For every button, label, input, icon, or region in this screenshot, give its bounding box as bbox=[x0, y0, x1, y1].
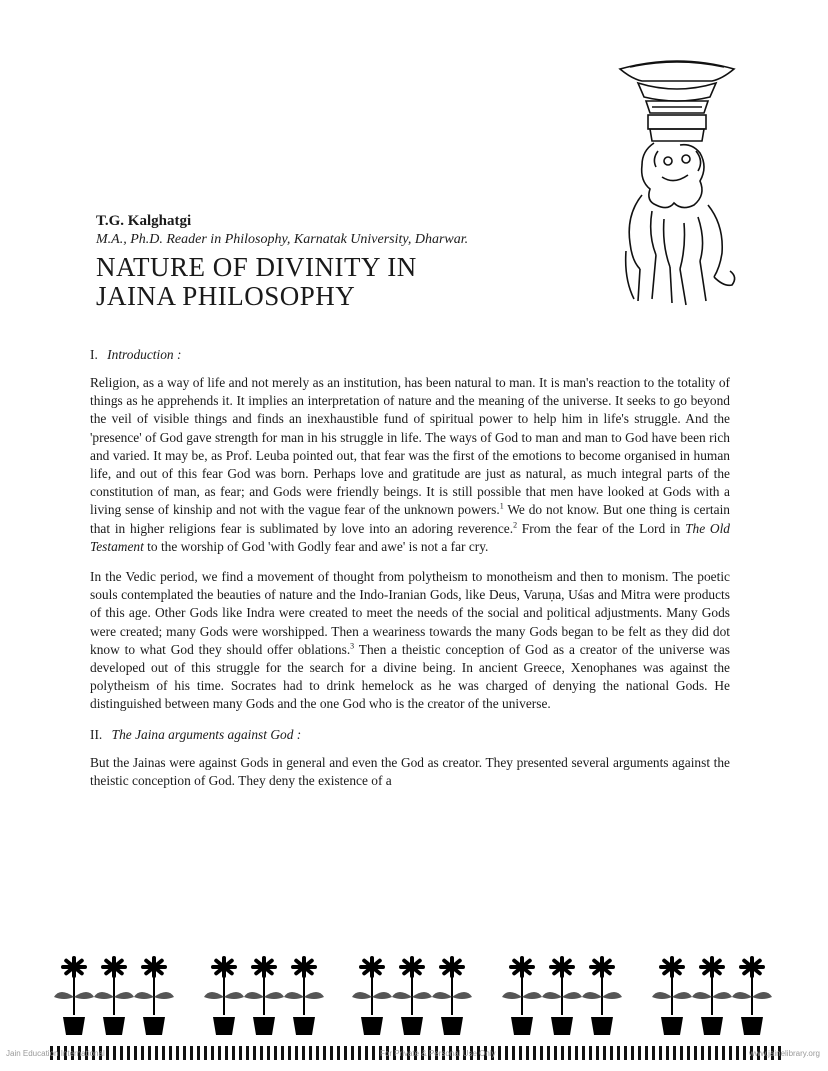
footer-website: www.jainelibrary.org bbox=[749, 1049, 820, 1058]
section-heading-introduction bbox=[90, 346, 730, 364]
paragraph-text: Religion, as a way of life and not merely as an institution, has been natural to man. It is man's reaction to the totality of things as he apprehends it. It implies an interpretation of nature and the meaning of the universe. It seeks to go beyond the veil of visible things and finds an inexhaustible fund of spiritual power to help him in life's struggle. And the 'presence' of God gave strength for man in his struggle in life. The ways of God to man and man to God have been rich and varied. It may be, as Prof. Leuba pointed out, that fear was the first of the emotions to become organised in human life, and out of this fear God was born. Perhaps love and gratitude are just as natural, as much integral parts of the constitution of man, as fear; and Gods were friendly beings. It is still possible that men have looked at Gods with a living sense of kinship and not with the vague fear of the unknown powers. bbox=[90, 375, 730, 518]
paragraph-1 bbox=[90, 374, 730, 556]
article-body bbox=[90, 346, 730, 802]
paragraph-text: Then a theistic conception of God as a creator of the universe was developed out of this struggle for the search for a divine being. In ancient Greece, Xenophanes was against the polytheism of his time. Socrates had to drink hemelock as he was charged of denying the national Gods. He distinguished between many Gods and the one God who is the creator of the universe. bbox=[90, 641, 730, 712]
book-title: The Old Testament bbox=[90, 520, 730, 554]
paragraph-text: We do not know. But one thing is certain that in higher religions fear is sublimated by love into an adoring reverence. bbox=[90, 502, 731, 536]
paragraph-text: In the Vedic period, we find a movement of thought from polytheism to monotheism and then to monism. The poetic souls contemplated the beauties of nature and the Indo-Iranian Gods, like Deus, Varuṇa, Uśas and Mitra were products of this age. Other Gods like Indra were created to meet the needs of the social and political adjustments. Many Gods were created; many Gods were worshipped. Then a weariness towards the many Gods began to be felt as they did dot know to what God they should offer oblations. bbox=[90, 569, 730, 657]
section-number: I. bbox=[90, 347, 98, 362]
pillar-capital-icon bbox=[612, 55, 742, 313]
title-line-1: NATURE OF DIVINITY IN bbox=[96, 252, 417, 282]
paragraph-text: From the fear of the Lord in bbox=[517, 520, 686, 536]
footnote-ref-1: 1 bbox=[499, 501, 504, 511]
flower-pot-border-icon bbox=[48, 955, 778, 1037]
section-label: Introduction : bbox=[107, 347, 182, 362]
footer-usage-note: For Private & Personal Use Only bbox=[380, 1049, 496, 1058]
paragraph-3: But the Jainas were against Gods in general and even the God as creator. They presented several arguments against the theistic conception of God. They deny the existence of a bbox=[90, 754, 730, 788]
author-name: T.G. Kalghatgi bbox=[96, 213, 192, 229]
footer-publisher: Jain Education International bbox=[6, 1049, 105, 1058]
author-affiliation: M.A., Ph.D. Reader in Philosophy, Karnatak University, Dharwar. bbox=[96, 232, 469, 247]
article-title bbox=[96, 253, 596, 311]
footnote-ref-3: 3 bbox=[350, 641, 355, 651]
paragraph-text: to the worship of God 'with Godly fear and awe' is not a far cry. bbox=[143, 538, 489, 554]
section-heading-jaina-arguments bbox=[90, 726, 730, 744]
footnote-ref-2: 2 bbox=[513, 520, 518, 530]
article-header bbox=[96, 212, 596, 311]
title-line-2: JAINA PHILOSOPHY bbox=[96, 281, 356, 311]
section-number: II. bbox=[90, 726, 103, 742]
section-label: The Jaina arguments against God : bbox=[111, 726, 302, 742]
paragraph-2 bbox=[90, 568, 730, 714]
